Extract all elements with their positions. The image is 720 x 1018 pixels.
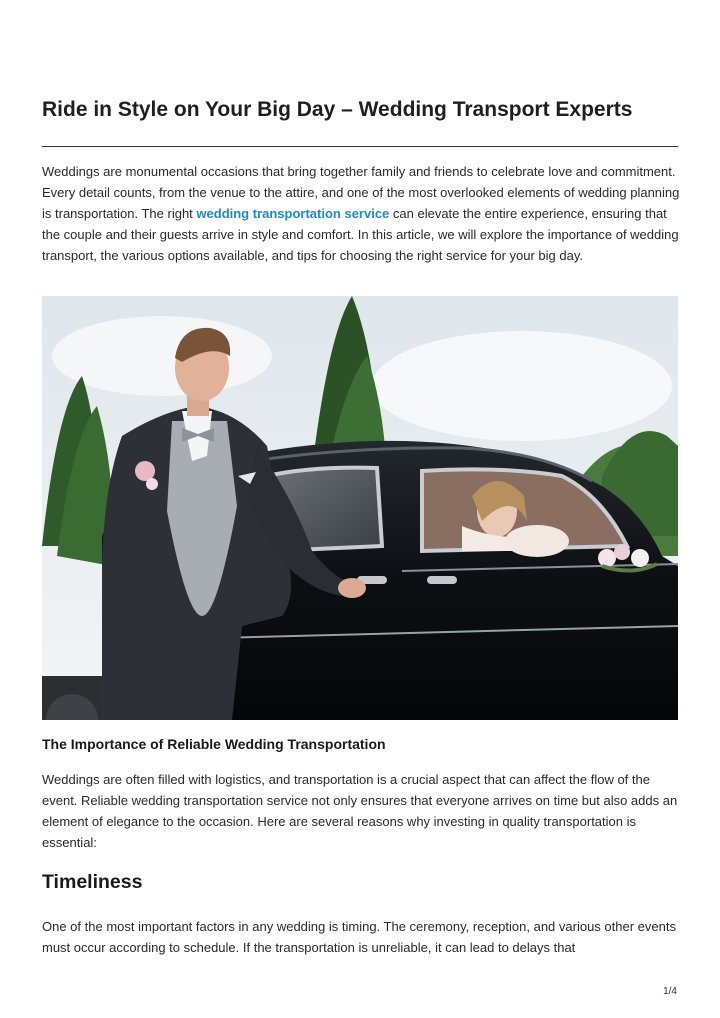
intro-paragraph: [42, 161, 682, 266]
timeliness-paragraph: One of the most important factors in any wedding is timing. The ceremony, reception, and various other events must occur according to schedule. If the transportation is unreliable, it can lead to delays that: [42, 919, 676, 955]
wedding-car-photo: [42, 296, 678, 720]
title-divider: [42, 146, 678, 147]
intro-text-after: can elevate the entire experience, ensuring that the couple and their guests arrive in style and comfort. In this article, we will explore the importance of wedding transport, the various options available, and tips for choosing the right service for your big day.: [42, 206, 679, 263]
intro-text-before: Weddings are monumental occasions that bring together family and friends to celebrate love and commitment. Every detail counts, from the venue to the attire, and one of the most overlooked elements of wedding planning is transportation. The right: [42, 164, 680, 221]
section-heading-timeliness: Timeliness: [42, 871, 143, 893]
importance-paragraph: Weddings are often filled with logistics, and transportation is a crucial aspect that can affect the flow of the event. Reliable wedding transportation service not only ensures that everyone arrives on time but also adds an element of elegance to the occasion. Here are several reasons why investing in quality transportation is essential:: [42, 772, 678, 850]
wedding-transportation-link[interactable]: wedding transportation service: [196, 206, 390, 221]
page-title: Ride in Style on Your Big Day – Wedding Transport Experts: [42, 98, 633, 121]
section-heading-importance: The Importance of Reliable Wedding Transportation: [42, 736, 386, 752]
page-number: 1/4: [663, 986, 677, 997]
